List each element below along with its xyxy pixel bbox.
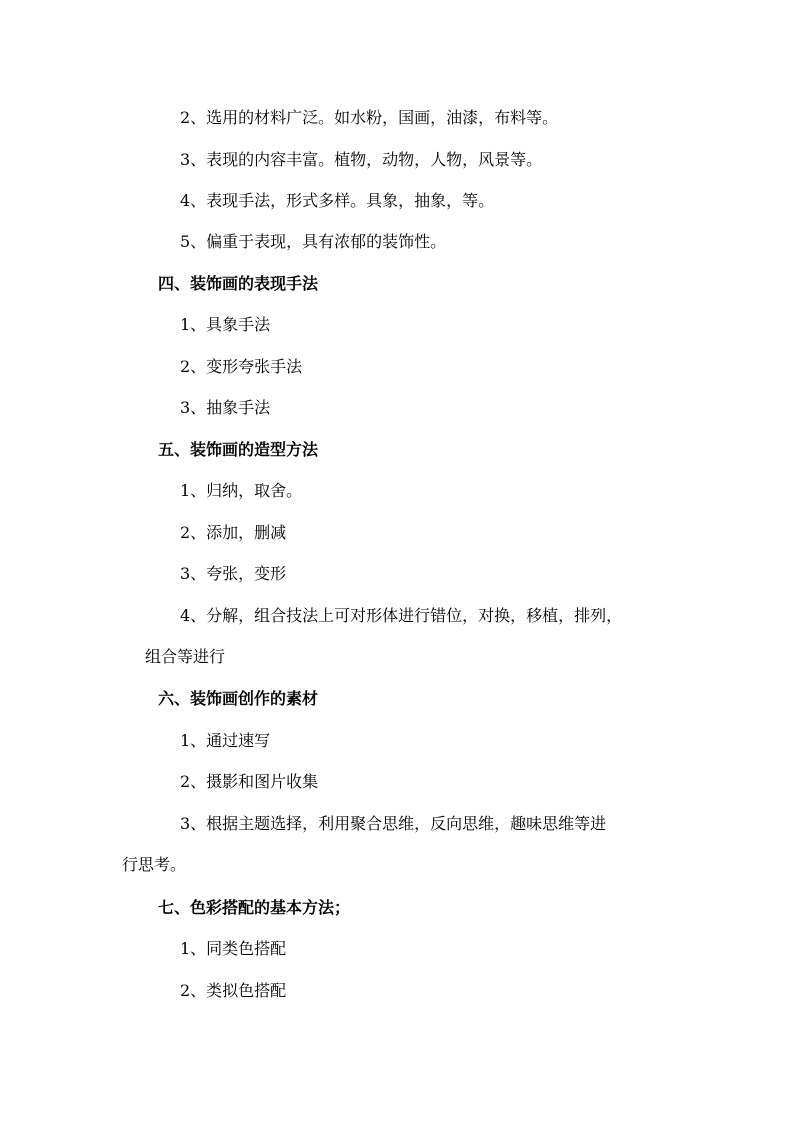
list-item: 3、抽象手法 — [180, 398, 271, 417]
list-item: 2、摄影和图片收集 — [180, 772, 319, 791]
list-item: 3、根据主题选择，利用聚合思维，反向思维，趣味思维等进 — [180, 814, 607, 833]
list-item: 4、分解，组合技法上可对形体进行错位，对换，移植，排列， — [180, 606, 623, 625]
list-item: 3、表现的内容丰富。植物，动物，人物，风景等。 — [180, 150, 543, 169]
list-item: 3、夸张，变形 — [180, 564, 287, 583]
list-item: 4、表现手法，形式多样。具象，抽象，等。 — [180, 191, 495, 210]
list-item: 1、同类色搭配 — [180, 939, 287, 958]
list-item: 2、类拟色搭配 — [180, 981, 287, 1000]
list-item: 1、具象手法 — [180, 315, 271, 334]
section-heading: 五、装饰画的造型方法 — [158, 440, 319, 459]
list-item: 2、添加，删减 — [180, 523, 287, 542]
list-item-continuation: 组合等进行 — [145, 647, 226, 666]
list-item: 2、变形夸张手法 — [180, 357, 303, 376]
list-item: 1、通过速写 — [180, 731, 271, 750]
section-heading: 四、装饰画的表现手法 — [158, 274, 319, 293]
list-item-continuation: 行思考。 — [122, 855, 187, 874]
section-heading: 六、装饰画创作的素材 — [158, 689, 319, 708]
section-heading: 七、色彩搭配的基本方法； — [158, 898, 351, 917]
list-item: 2、选用的材料广泛。如水粉，国画，油漆，布料等。 — [180, 108, 559, 127]
list-item: 5、偏重于表现，具有浓郁的装饰性。 — [180, 232, 447, 251]
list-item: 1、归纳，取舍。 — [180, 481, 303, 500]
